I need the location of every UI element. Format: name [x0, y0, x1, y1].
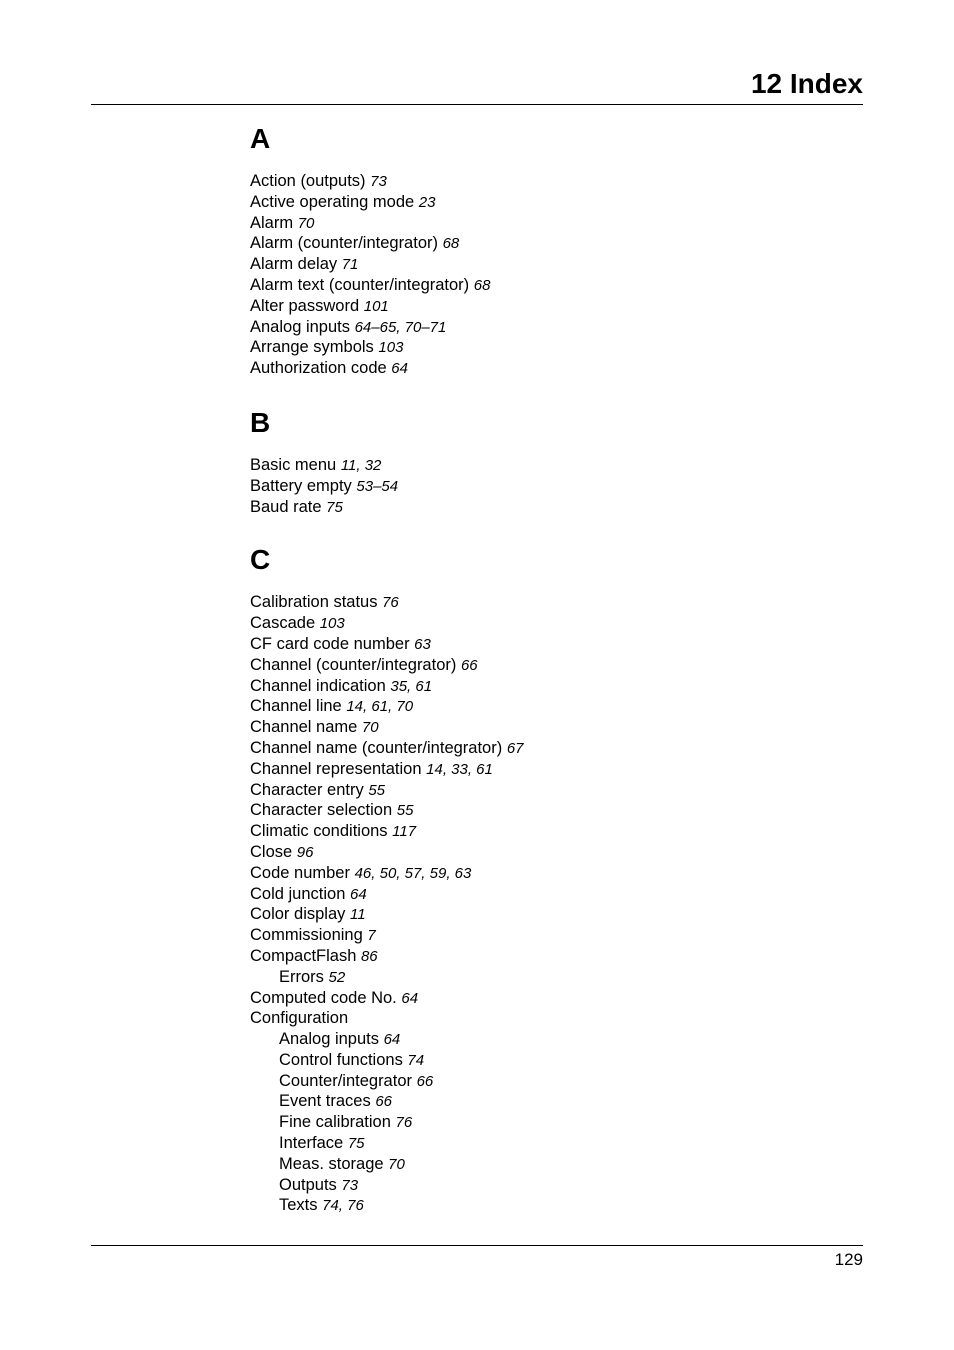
page-references: 103 — [378, 339, 404, 357]
page-references: 66 — [460, 656, 478, 674]
index-term: Color display — [250, 905, 346, 924]
index-term: Analog inputs — [250, 317, 350, 336]
page-references: 86 — [360, 947, 378, 965]
page-references: 74, 76 — [322, 1197, 364, 1215]
page-references: 55 — [368, 781, 385, 799]
index-entry — [250, 358, 810, 379]
index-term: Cold junction — [250, 884, 346, 903]
index-term: Outputs — [279, 1175, 337, 1194]
index-term: Commissioning — [250, 926, 363, 945]
index-term: Climatic conditions — [250, 822, 388, 841]
index-entry — [250, 780, 810, 801]
index-term: Alarm text (counter/integrator) — [250, 275, 470, 294]
index-entry — [250, 717, 810, 738]
section-letter: A — [250, 123, 271, 154]
index-term: Alarm delay — [250, 255, 338, 274]
index-entry — [250, 821, 810, 842]
page-references: 14, 61, 70 — [346, 698, 414, 716]
index-section-b — [250, 404, 810, 517]
index-entry — [250, 213, 810, 234]
index-term: Character selection — [250, 801, 393, 820]
index-entry — [250, 904, 810, 925]
page-references: 63 — [414, 635, 431, 653]
page-references: 74 — [407, 1051, 425, 1069]
index-entry — [250, 946, 810, 967]
page-references: 103 — [319, 615, 345, 633]
index-subentry — [250, 1091, 810, 1112]
page-references: 11, 32 — [340, 456, 382, 474]
chapter-title: 12 Index — [750, 68, 863, 99]
page-number: 129 — [834, 1250, 863, 1269]
page-references: 70 — [297, 214, 315, 232]
index-term: Meas. storage — [279, 1154, 384, 1173]
index-term: Channel indication — [250, 676, 386, 695]
index-term: Character entry — [250, 780, 364, 799]
index-entry — [250, 759, 810, 780]
section-letter: C — [250, 544, 271, 576]
index-entry-list — [250, 455, 810, 517]
page-references: 23 — [418, 193, 436, 211]
page-references: 76 — [395, 1114, 413, 1132]
index-term: Counter/integrator — [279, 1071, 412, 1090]
index-term: Analog inputs — [279, 1030, 379, 1049]
index-term: Channel name (counter/integrator) — [250, 738, 503, 757]
index-term: Close — [250, 842, 293, 861]
page-references: 73 — [341, 1176, 359, 1194]
index-entry — [250, 842, 810, 863]
page-references: 101 — [363, 297, 389, 315]
footer-rule — [91, 1245, 863, 1246]
page-references: 117 — [392, 823, 417, 841]
page-references: 64 — [401, 989, 419, 1007]
index-term: Action (outputs) — [250, 172, 366, 190]
index-term: Calibration status — [250, 593, 378, 612]
index-entry — [250, 497, 810, 518]
index-term: Baud rate — [250, 497, 322, 516]
page-references: 64 — [391, 360, 408, 378]
index-entry — [250, 613, 810, 634]
index-content — [250, 120, 810, 1216]
index-entry-list — [250, 171, 810, 379]
index-entry — [250, 634, 810, 655]
index-term: Texts — [279, 1196, 318, 1215]
index-term: Authorization code — [250, 359, 387, 378]
index-entry — [250, 233, 810, 254]
index-term: Channel name — [250, 718, 358, 737]
page-references: 7 — [367, 927, 376, 945]
page-references: 53–54 — [356, 477, 399, 495]
index-entry — [250, 192, 810, 213]
index-entry — [250, 592, 810, 613]
index-term: Channel line — [250, 697, 342, 716]
index-term: Fine calibration — [279, 1113, 391, 1132]
header-rule — [91, 104, 863, 105]
page-references: 64 — [383, 1031, 401, 1049]
section-letter: B — [250, 406, 271, 438]
index-subentry — [250, 1071, 810, 1092]
page-references: 11 — [349, 906, 366, 924]
index-term: Channel (counter/integrator) — [250, 655, 457, 674]
index-term: Configuration — [250, 1009, 349, 1028]
index-term: Alarm (counter/integrator) — [250, 234, 438, 253]
page-references: 68 — [473, 276, 491, 294]
index-entry — [250, 254, 810, 275]
page-references: 55 — [396, 802, 414, 820]
index-entry — [250, 738, 810, 759]
index-term: CompactFlash — [250, 946, 357, 965]
index-section-c — [250, 541, 810, 1216]
index-term: Alarm — [250, 213, 294, 232]
index-entry — [250, 925, 810, 946]
index-entry — [250, 455, 810, 476]
index-entry — [250, 676, 810, 697]
index-entry — [250, 884, 810, 905]
page-references: 75 — [347, 1135, 365, 1153]
page-references: 35, 61 — [390, 677, 433, 695]
index-subentry — [250, 1133, 810, 1154]
page-references: 64 — [349, 885, 367, 903]
page-references: 64–65, 70–71 — [354, 318, 447, 336]
page-references: 14, 33, 61 — [426, 760, 493, 778]
page-references: 76 — [382, 594, 399, 612]
page-references: 71 — [341, 256, 359, 274]
index-entry — [250, 337, 810, 358]
index-entry — [250, 317, 810, 338]
page-references: 66 — [416, 1072, 434, 1090]
index-entry — [250, 476, 810, 497]
page-references: 68 — [442, 235, 460, 253]
index-entry — [250, 655, 810, 676]
index-term: Cascade — [250, 614, 316, 633]
index-subentry — [250, 1050, 810, 1071]
page-references: 70 — [388, 1155, 405, 1173]
page-references: 73 — [370, 173, 387, 190]
page-references: 67 — [506, 739, 524, 757]
index-term: Channel representation — [250, 759, 422, 778]
index-subentry — [250, 1029, 810, 1050]
index-entry-list — [250, 592, 810, 1216]
page-references: 52 — [328, 968, 346, 986]
index-entry — [250, 988, 810, 1009]
index-subentry — [250, 1154, 810, 1175]
page-references: 96 — [296, 843, 314, 861]
page-references: 70 — [361, 719, 379, 737]
index-entry — [250, 296, 810, 317]
index-term: Event traces — [279, 1092, 371, 1111]
index-term: CF card code number — [250, 634, 410, 653]
index-term: Active operating mode — [250, 192, 415, 211]
index-term: Basic menu — [250, 455, 337, 474]
index-term: Battery empty — [250, 476, 352, 495]
index-entry — [250, 800, 810, 821]
index-term: Arrange symbols — [250, 338, 374, 357]
index-subentry — [250, 1112, 810, 1133]
index-term: Errors — [279, 967, 324, 986]
index-term: Computed code No. — [250, 988, 397, 1007]
page-references: 46, 50, 57, 59, 63 — [354, 864, 472, 882]
index-entry — [250, 171, 810, 192]
index-entry — [250, 275, 810, 296]
index-entry — [250, 863, 810, 884]
index-entry — [250, 696, 810, 717]
index-term: Code number — [250, 863, 350, 882]
index-subentry — [250, 1175, 810, 1196]
page-references: 75 — [326, 498, 343, 516]
index-term: Control functions — [279, 1050, 403, 1069]
index-entry — [250, 1008, 810, 1029]
index-term: Interface — [279, 1134, 344, 1153]
index-subentry — [250, 967, 810, 988]
index-section-a — [250, 120, 810, 379]
index-subentry — [250, 1195, 810, 1216]
page-references: 66 — [375, 1093, 392, 1111]
index-term: Alter password — [250, 296, 360, 315]
